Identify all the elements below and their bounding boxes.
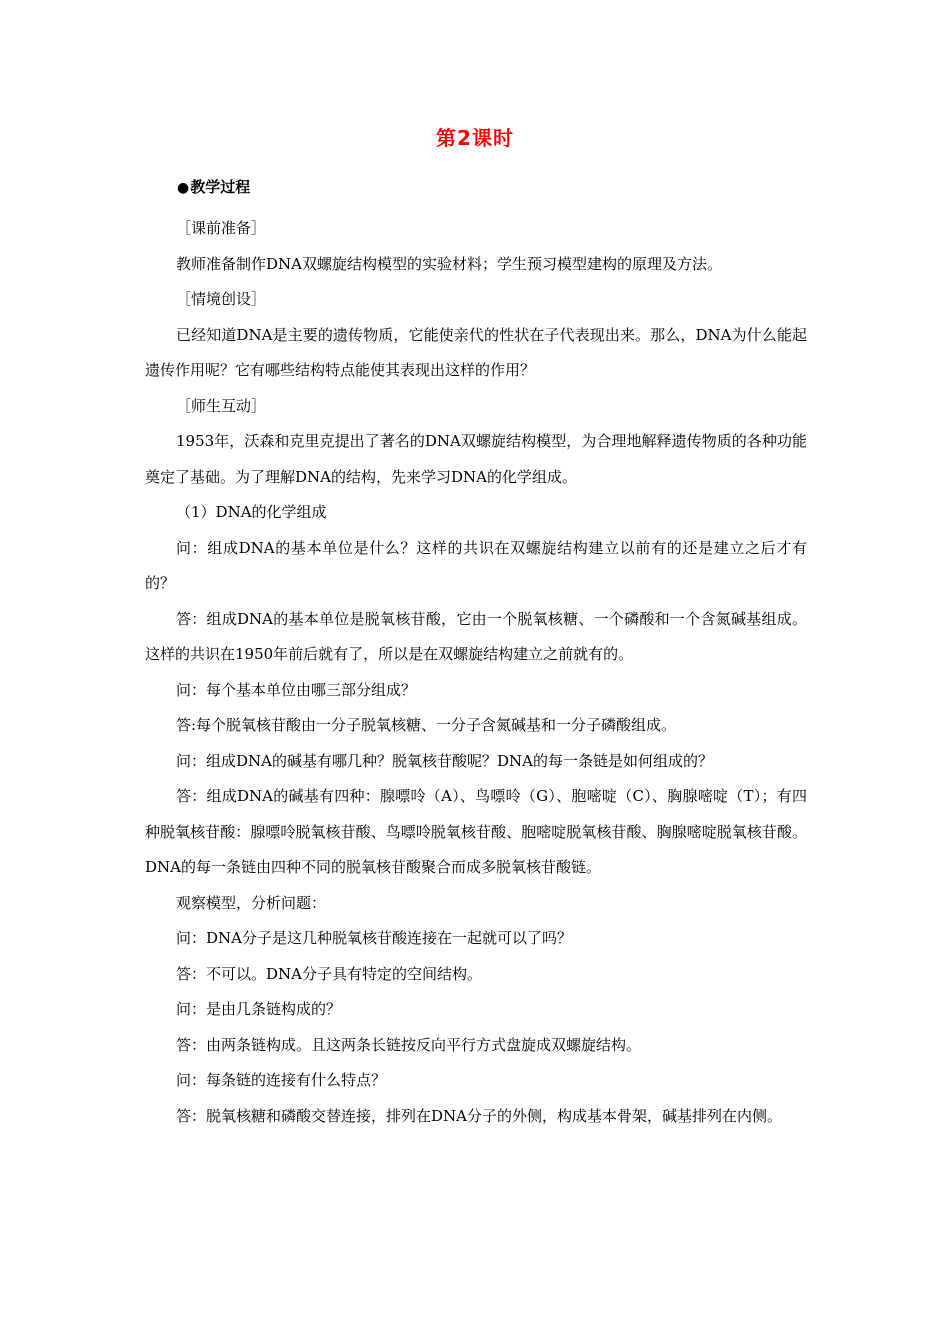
paragraph: 教师准备制作DNA双螺旋结构模型的实验材料；学生预习模型建构的原理及方法。 [176,254,722,273]
paragraph: 答：不可以。DNA分子具有特定的空间结构。 [176,964,482,983]
section-heading-text: 教学过程 [190,178,251,196]
document-body [145,211,807,1134]
paragraph: 问：组成DNA的碱基有哪几种？脱氧核苷酸呢？DNA的每一条链是如何组成的？ [176,751,713,770]
bullet-icon: ● [177,180,190,196]
paragraph: 1953年，沃森和克里克提出了著名的DNA双螺旋结构模型，为合理地解释遗传物质的各种功能奠定了基础。为了理解DNA的结构，先来学习DNA的化学组成。 [145,432,807,486]
section-heading [177,176,250,197]
page-title: 第2课时 [436,126,514,150]
paragraph: 观察模型，分析问题： [176,893,327,912]
paragraph: ［课前准备］ [176,219,267,237]
paragraph: 问：DNA分子是这几种脱氧核苷酸连接在一起就可以了吗？ [176,929,572,947]
paragraph: 答：组成DNA的基本单位是脱氧核苷酸，它由一个脱氧核糖、一个磷酸和一个含氮碱基组成。这样的共识在1950年前后就有了，所以是在双螺旋结构建立之前就有的。 [145,609,807,663]
paragraph: 问：组成DNA的基本单位是什么？这样的共识在双螺旋结构建立以前有的还是建立之后才有的？ [145,538,807,592]
paragraph: ［情境创设］ [176,290,267,308]
paragraph: 问：每条链的连接有什么特点？ [176,1071,387,1089]
paragraph: 问：每个基本单位由哪三部分组成？ [176,680,417,699]
paragraph: 答：由两条链构成。且这两条长链按反向平行方式盘旋成双螺旋结构。 [176,1035,642,1054]
paragraph: （1）DNA的化学组成 [176,503,327,521]
paragraph: 问：是由几条链构成的？ [176,1000,342,1018]
paragraph: ［师生互动］ [176,396,267,415]
paragraph: 答：脱氧核糖和磷酸交替连接，排列在DNA分子的外侧，构成基本骨架，碱基排列在内侧。 [176,1106,782,1125]
paragraph: 答:每个脱氧核苷酸由一分子脱氧核糖、一分子含氮碱基和一分子磷酸组成。 [176,716,677,734]
paragraph: 答：组成DNA的碱基有四种：腺嘌呤（A）、鸟嘌呤（G）、胞嘧啶（C）、胸腺嘧啶（T）；有四种脱氧核苷酸：腺嘌呤脱氧核苷酸、鸟嘌呤脱氧核苷酸、胞嘧啶脱氧核苷酸、胸腺嘧啶脱氧核苷酸。DNA的每一条链由四种不同的脱氧核苷酸聚合而成多脱氧核苷酸链。 [145,787,807,876]
paragraph: 已经知道DNA是主要的遗传物质，它能使亲代的性状在子代表现出来。那么，DNA为什么能起遗传作用呢？它有哪些结构特点能使其表现出这样的作用？ [145,325,807,379]
